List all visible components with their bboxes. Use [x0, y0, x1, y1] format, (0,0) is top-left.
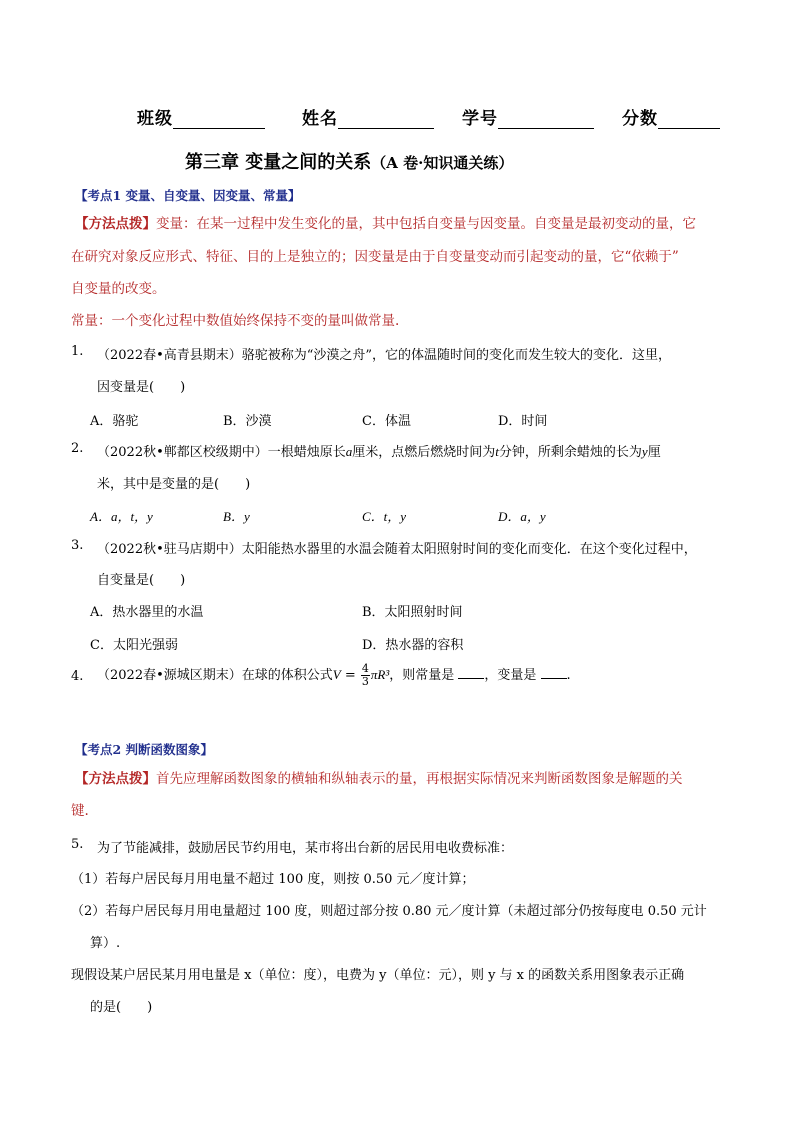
q1-option-b[interactable]: B．沙漠 — [223, 414, 272, 429]
q2-var-a: a — [345, 444, 353, 459]
q2-option-d[interactable]: D．a，y — [498, 509, 546, 524]
kaodian2-method-line1 — [75, 766, 683, 792]
score-field — [622, 104, 720, 129]
q5-item2-line2: 算）. — [90, 936, 121, 951]
score-blank — [658, 110, 720, 129]
q4-formula-rest: πR³ — [370, 667, 390, 682]
student-id-blank — [498, 110, 594, 129]
method-tag-1: 【方法点拨】 — [75, 216, 156, 232]
kaodian1-constant: 常量：一个变化过程中数值始终保持不变的量叫做常量. — [71, 313, 400, 329]
q1-option-a[interactable]: A．骆驼 — [90, 414, 139, 429]
q5-item2-line1: （2）若每户居民每月用电量超过 100 度，则超过部分按 0.80 元／度计算（未超过部分仍按每度电 0.50 元计 — [71, 904, 707, 919]
student-id-field — [462, 104, 594, 129]
kaodian1-method-line2: 在研究对象反应形式、特征、目的上是独立的；因变量是由于自变量变动而引起变动的量，它“依赖于” — [71, 249, 679, 265]
q2-stem-line2: 米，其中是变量的是( ) — [97, 477, 251, 492]
title-sub: （A 卷·知识通关练） — [371, 154, 514, 172]
class-field — [137, 104, 265, 129]
q2-option-a[interactable]: A．a，t，y — [90, 509, 153, 524]
q4-text-b: ，则常量是 — [389, 668, 459, 683]
q5-intro: 为了节能减排，鼓励居民节约用电，某市将出台新的居民用电收费标准： — [97, 841, 514, 856]
name-label: 姓名 — [302, 109, 338, 129]
q2-text-a: （2022秋•郸都区校级期中）一根蜡烛原长 — [97, 445, 346, 460]
method-text-2a: 首先应理解函数图象的横轴和纵轴表示的量，再根据实际情况来判断函数图象是解题的关 — [156, 771, 683, 787]
q4-formula-v: V — [332, 667, 341, 682]
q4-formula-eq: = — [340, 668, 360, 683]
q2-text-d: 厘 — [647, 445, 661, 460]
q5-ask-line1: 现假设某户居民某月用电量是 x（单位：度），电费为 y（单位：元），则 y 与 x 的函数关系用图象表示正确 — [71, 968, 685, 983]
kaodian1-method-line3: 自变量的改变。 — [71, 281, 166, 297]
q1-stem-line2: 因变量是( ) — [97, 380, 186, 395]
q4-fraction — [361, 663, 370, 688]
q4-blank-constant[interactable] — [458, 665, 484, 679]
q2-var-y: y — [641, 444, 648, 459]
q5-item1: （1）若每户居民每月用电量不超过 100 度，则按 0.50 元／度计算； — [71, 872, 475, 887]
q4-text-a: （2022春•源城区期末）在球的体积公式 — [97, 668, 333, 683]
kaodian1-heading: 【考点1 变量、自变量、因变量、常量】 — [75, 188, 301, 203]
q1-option-d[interactable]: D．时间 — [498, 414, 548, 429]
kaodian2-method-line2: 键. — [71, 803, 89, 819]
q2-option-b[interactable]: B．y — [223, 509, 250, 524]
q2-stem-line1 — [97, 441, 661, 460]
q2-var-t: t — [495, 444, 499, 459]
q1-option-c[interactable]: C．体温 — [362, 414, 411, 429]
q4-frac-num: 4 — [361, 662, 369, 675]
q4-text-d: . — [566, 668, 571, 683]
q3-option-d[interactable]: D．热水器的容积 — [362, 638, 464, 653]
q5-number: 5. — [71, 837, 84, 852]
q4-frac-den: 3 — [361, 675, 369, 688]
kaodian2-heading: 【考点2 判断函数图象】 — [75, 742, 214, 757]
q1-stem-line1: （2022春•高青县期末）骆驼被称为“沙漠之舟”，它的体温随时间的变化而发生较大的变化．这里， — [97, 348, 672, 363]
q3-option-b[interactable]: B．太阳照射时间 — [362, 605, 463, 620]
title-main: 第三章 变量之间的关系 — [185, 152, 372, 173]
q1-number: 1. — [71, 344, 84, 359]
class-label: 班级 — [137, 109, 173, 129]
class-blank — [173, 110, 265, 129]
q2-text-c: 分钟，所剩余蜡烛的长为 — [498, 445, 642, 460]
q5-ask-line2: 的是( ) — [90, 1000, 153, 1015]
q4-number: 4. — [71, 669, 84, 684]
name-blank — [338, 110, 434, 129]
q2-option-c[interactable]: C．t，y — [362, 509, 407, 524]
q3-option-a[interactable]: A．热水器里的水温 — [90, 605, 204, 620]
q4-blank-variable[interactable] — [541, 665, 567, 679]
kaodian1-method-line1 — [75, 211, 696, 237]
q4-stem — [97, 660, 571, 691]
score-label: 分数 — [622, 109, 658, 129]
q2-text-b: 厘米，点燃后燃烧时间为 — [352, 445, 496, 460]
q3-stem-line2: 自变量是( ) — [97, 573, 186, 588]
method-tag-2: 【方法点拨】 — [75, 771, 156, 787]
q3-option-c[interactable]: C．太阳光强弱 — [90, 638, 178, 653]
q4-text-c: ，变量是 — [484, 668, 541, 683]
q3-stem-line1: （2022秋•驻马店期中）太阳能热水器里的水温会随着太阳照射时间的变化而变化．在这个变化过程中， — [97, 542, 697, 557]
q2-number: 2. — [71, 441, 84, 456]
page-title — [185, 148, 513, 174]
q3-number: 3. — [71, 538, 84, 553]
name-field — [302, 104, 434, 129]
method-text-1a: 变量：在某一过程中发生变化的量，其中包括自变量与因变量。自变量是最初变动的量，它 — [156, 216, 696, 232]
student-id-label: 学号 — [462, 109, 498, 129]
